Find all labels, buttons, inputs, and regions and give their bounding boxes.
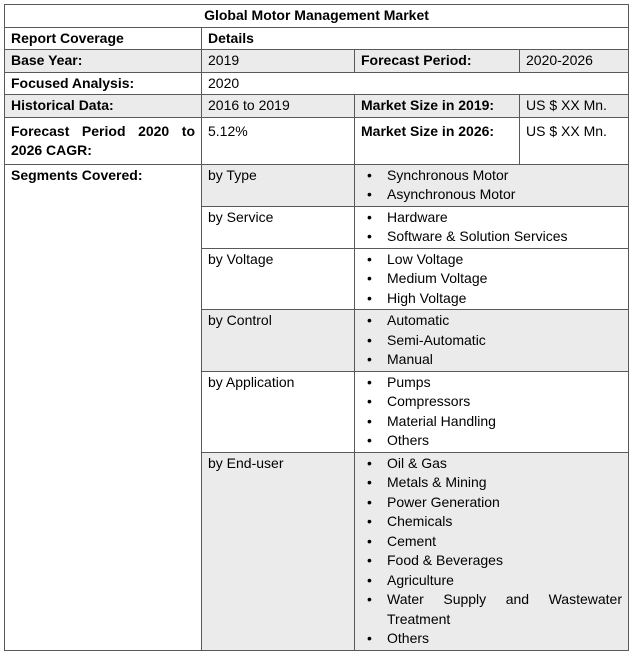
cagr-label: Forecast Period 2020 to 2026 CAGR: — [5, 117, 202, 164]
segment-items — [355, 164, 629, 206]
segment-name: by Service — [202, 206, 355, 248]
historical-data-value: 2016 to 2019 — [202, 95, 355, 118]
cagr-value: 5.12% — [202, 117, 355, 164]
header-report-coverage: Report Coverage — [5, 27, 202, 50]
segment-items — [355, 248, 629, 310]
focused-analysis-value: 2020 — [202, 72, 629, 95]
segment-list — [361, 311, 622, 370]
list-item: • Food & Beverages — [387, 551, 622, 571]
segment-list — [361, 208, 622, 247]
list-item: • Asynchronous Motor — [387, 185, 622, 205]
segment-list — [361, 250, 622, 309]
list-item: • Pumps — [387, 373, 622, 393]
segment-list — [361, 454, 622, 649]
report-table — [4, 4, 629, 651]
base-year-value: 2019 — [202, 50, 355, 73]
market-size-2019-label: Market Size in 2019: — [355, 95, 520, 118]
segment-items — [355, 310, 629, 372]
list-item: • Synchronous Motor — [387, 166, 622, 186]
list-item: • Software & Solution Services — [387, 227, 622, 247]
list-item: • Hardware — [387, 208, 622, 228]
list-item: • Material Handling — [387, 412, 622, 432]
segment-list — [361, 166, 622, 205]
list-item: • High Voltage — [387, 289, 622, 309]
forecast-period-value: 2020-2026 — [520, 50, 629, 73]
table-row — [5, 50, 629, 73]
segment-name: by Type — [202, 164, 355, 206]
list-item: • Chemicals — [387, 512, 622, 532]
list-item: • Agriculture — [387, 571, 622, 591]
list-item: • Medium Voltage — [387, 269, 622, 289]
list-item: • Oil & Gas — [387, 454, 622, 474]
table-row — [5, 117, 629, 164]
focused-analysis-label: Focused Analysis: — [5, 72, 202, 95]
list-item: • Compressors — [387, 392, 622, 412]
list-item: • Manual — [387, 350, 622, 370]
list-item: • Automatic — [387, 311, 622, 331]
historical-data-label: Historical Data: — [5, 95, 202, 118]
segment-name: by Voltage — [202, 248, 355, 310]
segment-items — [355, 452, 629, 650]
segment-list — [361, 373, 622, 451]
list-item: • Others — [387, 431, 622, 451]
segments-covered-label: Segments Covered: — [5, 164, 202, 650]
list-item: • Power Generation — [387, 493, 622, 513]
base-year-label: Base Year: — [5, 50, 202, 73]
market-size-2026-label: Market Size in 2026: — [355, 117, 520, 164]
list-item: • Metals & Mining — [387, 473, 622, 493]
list-item: • Cement — [387, 532, 622, 552]
list-item: • Others — [387, 629, 622, 649]
header-row — [5, 27, 629, 50]
table-row — [5, 72, 629, 95]
segment-name: by End-user — [202, 452, 355, 650]
segment-name: by Application — [202, 371, 355, 452]
segment-row-type — [5, 164, 629, 206]
forecast-period-label: Forecast Period: — [355, 50, 520, 73]
list-item: • Water Supply and Wastewater Treatment — [387, 590, 622, 629]
table-row — [5, 95, 629, 118]
segment-items — [355, 371, 629, 452]
table-title: Global Motor Management Market — [5, 5, 629, 28]
list-item: • Semi-Automatic — [387, 331, 622, 351]
title-row — [5, 5, 629, 28]
segment-items — [355, 206, 629, 248]
header-details: Details — [202, 27, 629, 50]
market-size-2019-value: US $ XX Mn. — [520, 95, 629, 118]
list-item: • Low Voltage — [387, 250, 622, 270]
segment-name: by Control — [202, 310, 355, 372]
market-size-2026-value: US $ XX Mn. — [520, 117, 629, 164]
